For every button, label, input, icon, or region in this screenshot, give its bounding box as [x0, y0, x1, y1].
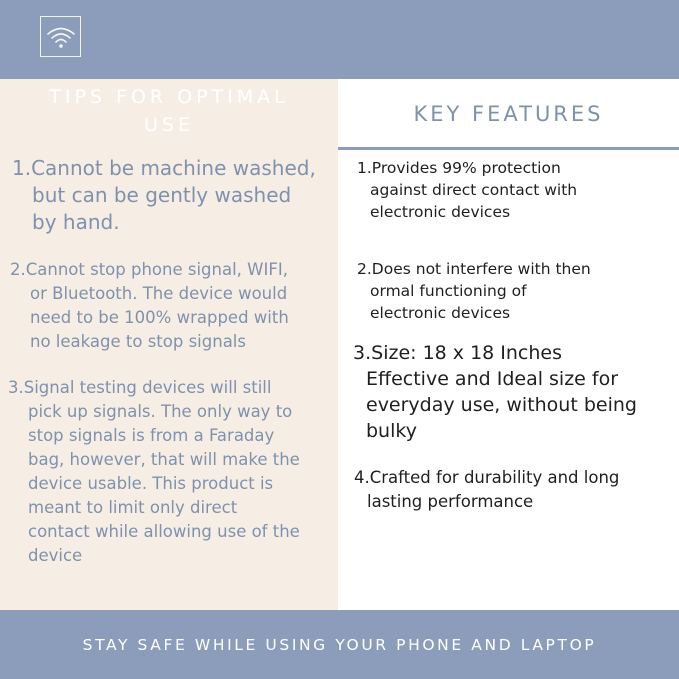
footer-band: [0, 610, 679, 679]
feature-4-line: 4.Crafted for durability and long: [354, 468, 620, 487]
tips-panel: [0, 79, 338, 610]
feature-3-line: bulky: [366, 420, 417, 442]
feature-3-line: Effective and Ideal size for: [366, 368, 619, 390]
feature-4-line: lasting performance: [367, 492, 534, 511]
feature-3-line: everyday use, without being: [366, 394, 637, 416]
tips-heading: [0, 83, 338, 139]
tip-3-line: 3.Signal testing devices will still: [8, 378, 272, 397]
tip-3-line: device usable. This product is: [28, 474, 274, 493]
tip-2: [10, 258, 335, 354]
feature-1-line: electronic devices: [370, 203, 511, 221]
feature-2: [357, 258, 667, 324]
features-divider: [338, 147, 679, 150]
feature-1: [357, 157, 667, 223]
logo: [40, 16, 81, 57]
tip-1-line: by hand.: [32, 210, 120, 234]
tip-2-line: or Bluetooth. The device would: [30, 284, 288, 303]
tip-3-line: contact while allowing use of the: [28, 522, 300, 541]
feature-4: [354, 466, 674, 514]
footer-slogan: STAY SAFE WHILE USING YOUR PHONE AND LAPTOP: [82, 635, 597, 654]
feature-1-line: 1.Provides 99% protection: [357, 159, 561, 177]
features-panel: [338, 79, 679, 610]
feature-2-line: electronic devices: [370, 304, 511, 322]
tip-2-line: no leakage to stop signals: [30, 332, 246, 351]
header-band: [0, 0, 679, 79]
tip-2-line: 2.Cannot stop phone signal, WIFI,: [10, 260, 288, 279]
tip-1-line: but can be gently washed: [32, 183, 292, 207]
tips-heading-line2: USE: [144, 114, 194, 136]
tip-3-line: device: [28, 546, 83, 565]
tip-3-line: meant to limit only direct: [28, 498, 238, 517]
wifi-icon: [46, 24, 76, 50]
feature-2-line: ormal functioning of: [370, 282, 527, 300]
features-header: [338, 79, 679, 149]
feature-3-line: 3.Size: 18 x 18 Inches: [353, 342, 563, 364]
tip-3-line: stop signals is from a Faraday: [28, 426, 275, 445]
tip-3-line: pick up signals. The only way to: [28, 402, 293, 421]
features-heading: KEY FEATURES: [413, 102, 604, 126]
tip-2-line: need to be 100% wrapped with: [30, 308, 289, 327]
feature-2-line: 2.Does not interfere with then: [357, 260, 591, 278]
tip-3-line: bag, however, that will make the: [28, 450, 300, 469]
tip-3: [8, 376, 333, 568]
feature-3: [353, 340, 673, 444]
tip-1-line: 1.Cannot be machine washed,: [12, 156, 316, 180]
feature-1-line: against direct contact with: [370, 181, 578, 199]
tip-1: [12, 155, 332, 236]
tips-heading-line1: TIPS FOR OPTIMAL: [49, 86, 289, 108]
